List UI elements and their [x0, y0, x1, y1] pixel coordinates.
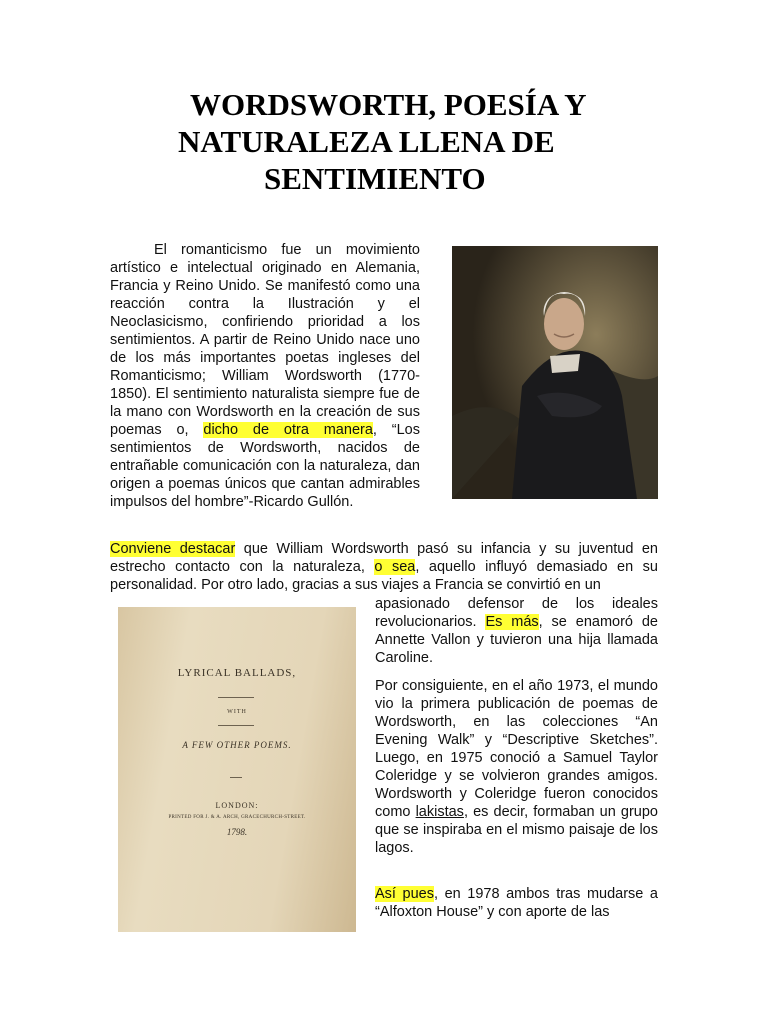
book-rule-3: [230, 777, 242, 778]
book-title: LYRICAL BALLADS,: [177, 667, 297, 679]
para2-text-a: que William Wordsworth pasó su infancia y su juventud en estrecho contacto con la naturaleza,: [110, 541, 658, 575]
book-with: WITH: [227, 709, 247, 715]
para4-text: , en 1978 ambos tras mudarse a “Alfoxton House” y con aporte de las: [375, 886, 658, 920]
underline-lakistas: lakistas: [415, 804, 464, 820]
paragraph-2: [110, 540, 658, 594]
book-printed-by: PRINTED FOR J. & A. ARCH, GRACECHURCH-STREET.: [168, 815, 306, 820]
para2-text-b: , aquello influyó demasiado en su personalidad. Por otro lado, gracias a sus viajes a Francia se convirtió en un: [110, 559, 658, 593]
wordsworth-portrait: [452, 246, 658, 499]
para2-cont-a: apasionado defensor de los ideales revolucionarios.: [375, 596, 658, 630]
book-rule-1: [218, 697, 254, 698]
para3-text-b: , es decir, formaban un grupo que se inspiraba en el mismo paisaje de los lagos.: [375, 804, 658, 856]
highlight-asi-pues: Así pues: [375, 886, 434, 902]
intro-highlight: dicho de otra manera: [203, 422, 373, 438]
title-line-2: NATURALEZA LLENA DE: [178, 124, 555, 159]
paragraph-3: [375, 677, 658, 857]
paragraph-2-cont: [375, 595, 658, 667]
book-rule-2: [218, 725, 254, 726]
title-line-1: WORDSWORTH, POESÍA Y: [190, 87, 587, 122]
title-line-3: SENTIMIENTO: [264, 161, 486, 196]
paragraph-4: [375, 885, 658, 921]
intro-text-a: El romanticismo fue un movimiento artístico e intelectual originado en Alemania, Francia y Reino Unido. Se manifestó como una reacción contra la Ilustración y el Neoclasicismo, confiriendo prioridad a los sentimientos. A partir de Reino Unido nace uno de los más importantes poetas ingleses del Romanticismo; William Wordsworth (1770-1850). El sentimiento naturalista siempre fue de la mano con Wordsworth en la creación de sus poemas o,: [110, 242, 420, 438]
page-title: [150, 86, 650, 197]
intro-paragraph: [110, 241, 420, 511]
book-year: 1798.: [226, 827, 248, 837]
highlight-conviene: Conviene destacar: [110, 541, 236, 557]
lyrical-ballads-title-page: [118, 607, 356, 932]
para3-text-a: Por consiguiente, en el año 1973, el mundo vio la primera publicación de poemas de Wordsworth, en las colecciones “An Evening Walk” y “Descriptive Sketches”. Luego, en 1975 conoció a Samuel Taylor Coleridge y se volvieron grandes amigos. Wordsworth y Coleridge fueron conocidos como: [375, 678, 658, 820]
intro-text-b: , “Los sentimientos de Wordsworth, nacidos de entrañable comunicación con la naturaleza, dan origen a poemas únicos que cantan admirables impulsos del hombre”-Ricardo Gullón.: [110, 422, 420, 510]
highlight-o-sea: o sea: [374, 559, 416, 575]
book-london: LONDON:: [215, 801, 259, 810]
para2-cont-b: , se enamoró de Annette Vallon y tuvieron una hija llamada Caroline.: [375, 614, 658, 666]
highlight-es-mas: Es más: [485, 614, 539, 630]
book-other-poems: A FEW OTHER POEMS.: [182, 740, 292, 750]
